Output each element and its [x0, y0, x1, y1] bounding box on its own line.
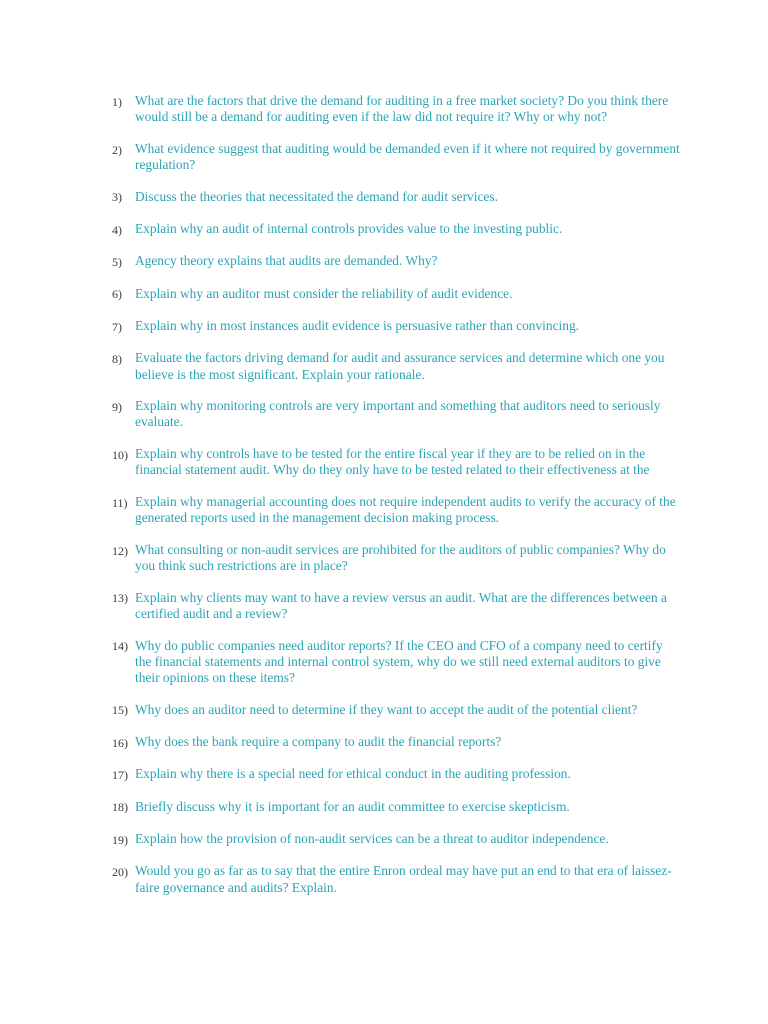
- question-item: [112, 638, 682, 687]
- question-text: Explain why controls have to be tested for the entire fiscal year if they are to be relied on in the financial statement audit. Why do they only have to be tested related to their effectiveness at the: [135, 446, 650, 478]
- question-item: [112, 350, 682, 382]
- question-number: 16): [112, 735, 128, 750]
- question-number: 5): [112, 255, 122, 269]
- question-text: Explain why there is a special need for ethical conduct in the auditing profession.: [135, 766, 571, 782]
- question-text: Why does an auditor need to determine if they want to accept the audit of the potential client?: [135, 701, 638, 717]
- question-number: 12): [112, 543, 128, 558]
- question-text: What are the factors that drive the demand for auditing in a free market society? Do you think there would still be a demand for auditing even if the law did not require it? Why or why not?: [135, 93, 669, 125]
- question-item: [112, 590, 682, 622]
- question-item: [112, 702, 682, 719]
- question-text: Explain how the provision of non-audit services can be a threat to auditor independence.: [135, 831, 609, 847]
- question-item: [112, 766, 682, 783]
- question-number: 6): [112, 287, 122, 302]
- question-item: [112, 398, 682, 430]
- question-item: [112, 863, 682, 895]
- question-item: [112, 831, 682, 848]
- question-number: 15): [112, 703, 128, 718]
- question-text: What evidence suggest that auditing would be demanded even if it where not required by government regulation?: [135, 140, 680, 173]
- question-number: 11): [112, 495, 128, 510]
- question-item: [112, 446, 682, 478]
- question-number: 18): [112, 800, 128, 815]
- question-text: Discuss the theories that necessitated the demand for audit services.: [135, 188, 498, 204]
- question-text: Explain why monitoring controls are very important and something that auditors need to seriously evaluate.: [135, 398, 661, 430]
- question-text: Would you go as far as to say that the entire Enron ordeal may have put an end to that era of laissez-faire governance and audits? Explain.: [135, 863, 672, 895]
- question-number: 17): [112, 768, 128, 783]
- question-text: Explain why clients may want to have a review versus an audit. What are the differences between a certified audit and a review?: [135, 589, 667, 622]
- question-number: 20): [112, 864, 128, 879]
- question-text: Explain why in most instances audit evidence is persuasive rather than convincing.: [135, 318, 580, 333]
- question-number: 10): [112, 447, 128, 462]
- question-number: 19): [112, 832, 128, 847]
- question-text: Why do public companies need auditor reports? If the CEO and CFO of a company need to certify the financial statements and internal control system, why do we still need external auditors to give their opinions on these items?: [135, 637, 663, 686]
- question-item: [112, 253, 682, 270]
- question-text: Explain why an auditor must consider the reliability of audit evidence.: [135, 285, 513, 301]
- question-text: What consulting or non-audit services are prohibited for the auditors of public companies? Why do you think such restrictions are in place?: [135, 541, 666, 574]
- question-number: 13): [112, 591, 128, 606]
- question-item: [112, 318, 682, 335]
- question-item: [112, 93, 682, 125]
- question-item: [112, 734, 682, 751]
- question-number: 9): [112, 399, 122, 414]
- question-text: Evaluate the factors driving demand for audit and assurance services and determine which one you believe is the most significant. Explain your rationale.: [135, 350, 665, 382]
- question-item: [112, 286, 682, 303]
- question-number: 14): [112, 639, 128, 654]
- question-item: [112, 494, 682, 526]
- question-number: 4): [112, 222, 122, 237]
- question-text: Agency theory explains that audits are demanded. Why?: [135, 253, 438, 269]
- question-item: [112, 221, 682, 238]
- question-item: [112, 542, 682, 574]
- question-text: Briefly discuss why it is important for an audit committee to exercise skepticism.: [135, 798, 570, 814]
- question-number: 1): [112, 94, 122, 109]
- question-list: [112, 93, 682, 911]
- question-item: [112, 141, 682, 173]
- question-text: Explain why managerial accounting does not require independent audits to verify the accuracy of the generated reports used in the management decision making process.: [135, 494, 676, 526]
- question-number: 3): [112, 190, 122, 205]
- question-item: [112, 799, 682, 816]
- question-text: Explain why an audit of internal controls provides value to the investing public.: [135, 221, 563, 237]
- question-item: [112, 189, 682, 206]
- question-number: 8): [112, 351, 122, 366]
- question-number: 2): [112, 142, 122, 157]
- question-number: 7): [112, 319, 122, 334]
- question-text: Why does the bank require a company to audit the financial reports?: [135, 734, 502, 750]
